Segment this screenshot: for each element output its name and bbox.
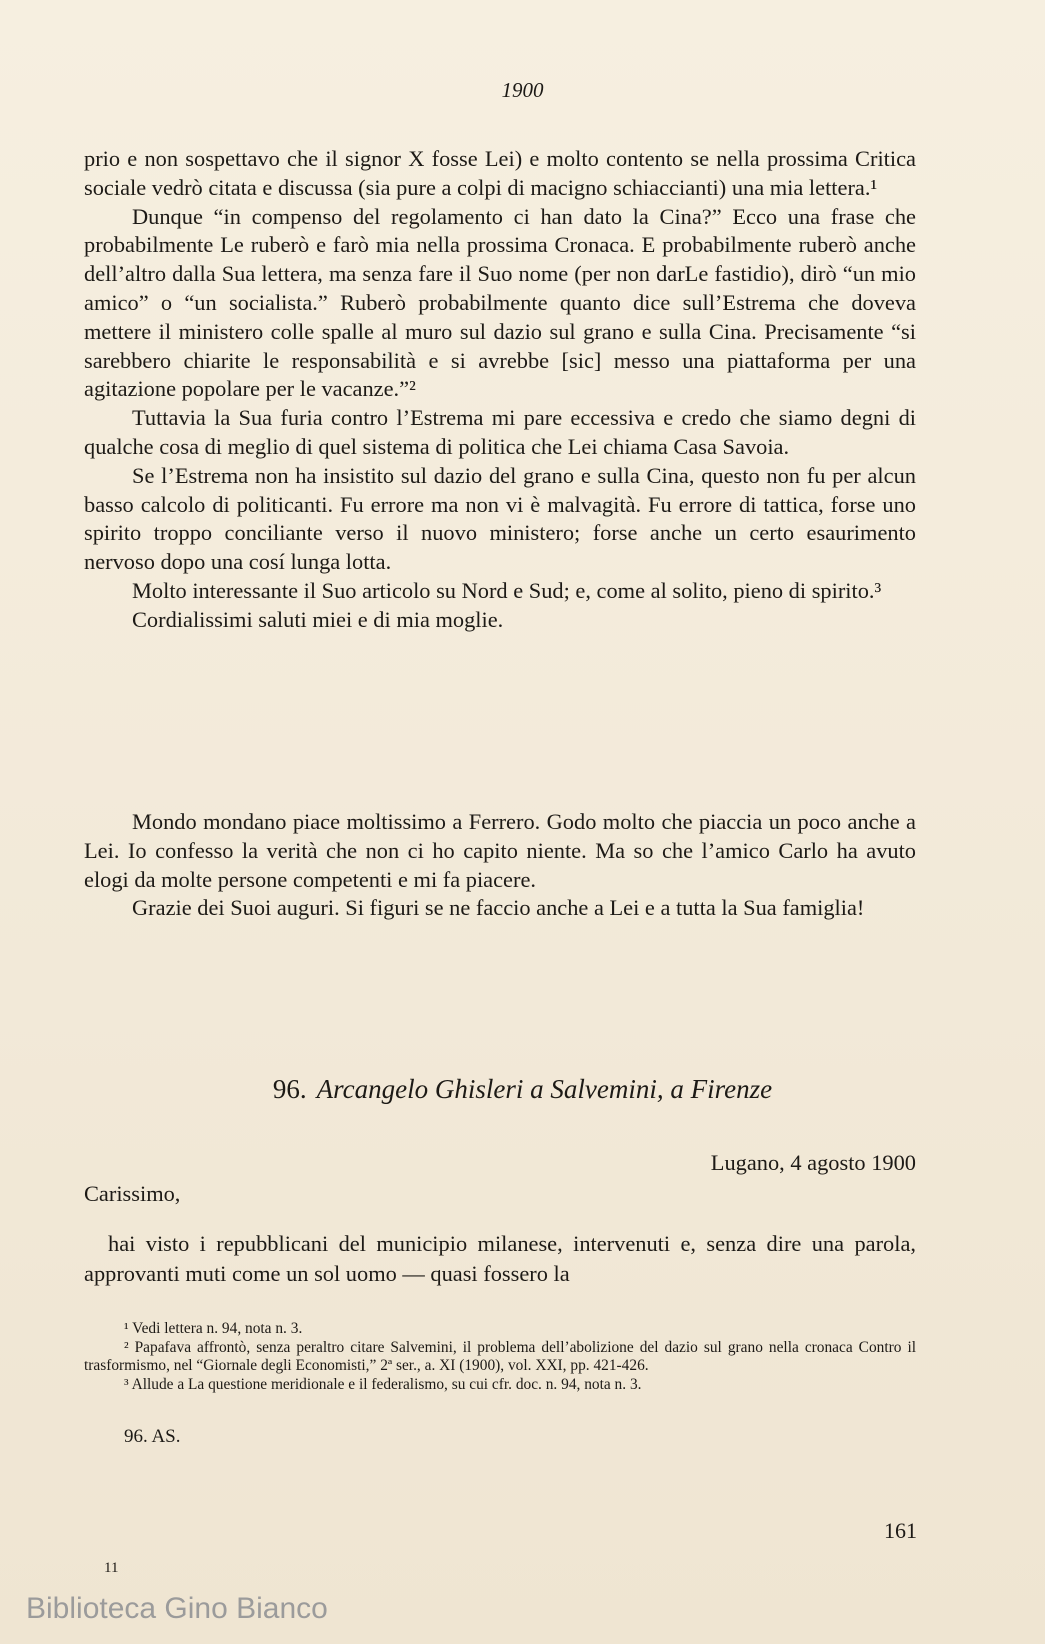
paragraph: Se l’Estrema non ha insistito sul dazio del grano e sulla Cina, questo non fu per alcun basso calcolo di politicanti. Fu errore ma non vi è malvagità. Fu errore di tattica, forse uno spirito troppo conciliante verso il nuovo ministero; forse anche un certo esaurimento nervoso dopo una cosí lunga lotta. — [84, 462, 916, 575]
paragraph: Grazie dei Suoi auguri. Si figuri se ne faccio anche a Lei e a tutta la Sua famiglia! — [132, 895, 865, 921]
footnote: ¹ Vedi lettera n. 94, nota n. 3. — [124, 1320, 303, 1337]
watermark: Biblioteca Gino Bianco — [26, 1592, 328, 1625]
dateline: Lugano, 4 agosto 1900 — [710, 1150, 916, 1175]
paragraph: Molto interessante il Suo articolo su Nord e Sud; e, come al solito, pieno di spirito.³ — [132, 577, 882, 603]
paragraph: Dunque “in compenso del regolamento ci han dato la Cina?” Ecco una frase che probabilmente Le ruberò e farò mia nella prossima Cronaca. E probabilmente ruberò anche dell’altro dalla Sua lettera, ma senza fare il Suo nome (per non darLe fastidio), dirò “un mio amico” o “un socialista.” Ruberò probabilmente quanto dice sull’Estrema che doveva mettere il ministero colle spalle al muro sul dazio sul grano e sulla Cina. Precisamente “si sarebbero chiarite le responsabilità e si avrebbe [sic] messo una piattaforma per una agitazione popolare per le vacanze.”² — [84, 203, 916, 402]
salutation: Carissimo, — [84, 1181, 181, 1206]
paragraph: Mondo mondano piace moltissimo a Ferrero. Godo molto che piaccia un poco anche a Lei. Io confesso la verità che non ci ho capito niente. Ma so che l’amico Carlo ha avuto elogi da molte persone competenti e mi fa piacere. — [84, 809, 916, 892]
letter-title: Arcangelo Ghisleri a Salvemini, a Firenze — [316, 1074, 773, 1104]
paragraph: hai visto i repubblicani del municipio milanese, intervenuti e, senza dire una parola, approvanti muti come un sol uomo — quasi fossero la — [84, 1231, 916, 1286]
paragraph: prio e non sospettavo che il signor X fosse Lei) e molto contento se nella prossima Critica sociale vedrò citata e discussa (sia pure a colpi di macigno schiaccianti) una mia lettera.¹ — [84, 146, 916, 200]
paragraph: Cordialissimi saluti miei e di mia moglie. — [132, 606, 504, 632]
letter-number: 96. — [272, 1074, 307, 1104]
running-header: 1900 — [501, 78, 544, 102]
signature-mark: 11 — [104, 1560, 119, 1576]
letter-heading — [0, 1074, 1045, 1105]
page-number: 161 — [884, 1518, 917, 1543]
postscript — [84, 808, 916, 923]
paragraph: Tuttavia la Sua furia contro l’Estrema mi pare eccessiva e credo che siamo degni di qualche cosa di meglio di quel sistema di politica che Lei chiama Casa Savoia. — [84, 405, 916, 459]
letter-continuation — [84, 145, 916, 635]
footnotes — [84, 1320, 916, 1394]
letter-body — [84, 1229, 916, 1289]
footnote: ² Papafava affrontò, senza peraltro citare Salvemini, il problema dell’abolizione del dazio sul grano nella cronaca Contro il trasformismo, nel “Giornale degli Economisti,” 2ª ser., a. XI (1900), vol. XXI, pp. 421-426. — [84, 1338, 916, 1375]
footnote: ³ Allude a La questione meridionale e il federalismo, su cui cfr. doc. n. 94, nota n. 3. — [124, 1375, 642, 1393]
document-reference: 96. AS. — [124, 1426, 181, 1447]
